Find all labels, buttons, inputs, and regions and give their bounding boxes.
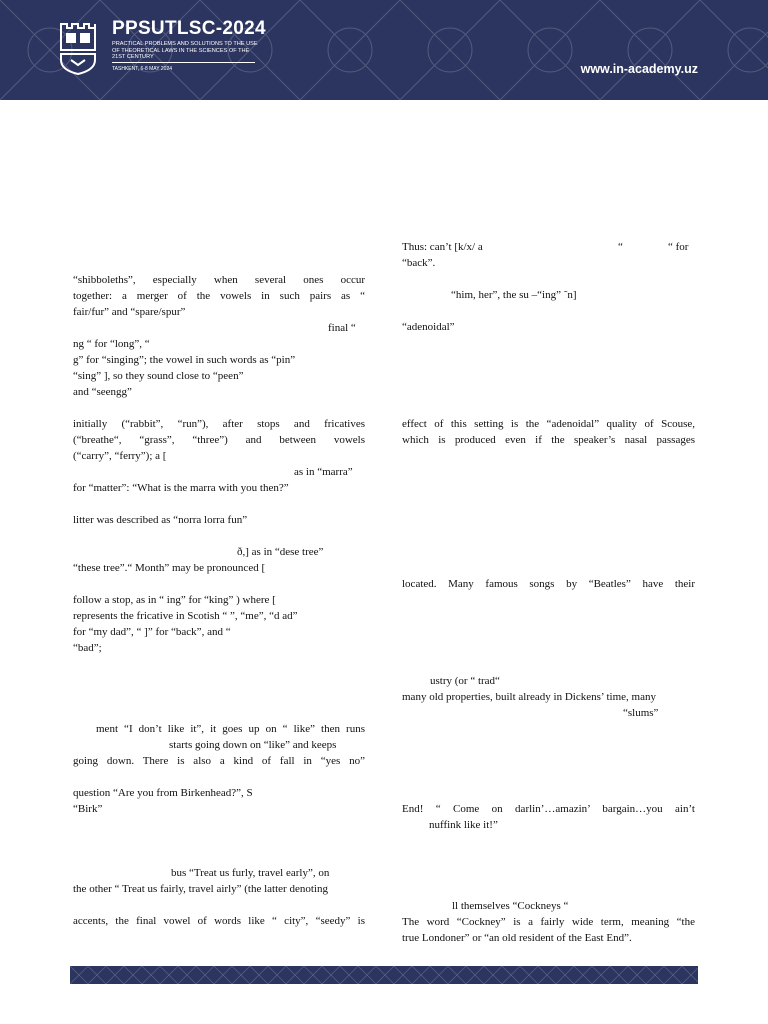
text-line: bus “Treat us furly, travel early”, on	[171, 867, 330, 879]
text-line: “these tree”.“ Month” may be pronounced [	[73, 562, 266, 574]
text-line: “back”.	[402, 257, 436, 269]
text-line: true Londoner” or “an old resident of the East End”.	[402, 932, 632, 944]
text-line: End! “ Come on darlin’…amazin’ bargain…you ain’t	[402, 803, 695, 815]
text-line: which is produced even if the speaker’s nasal passages	[402, 434, 695, 446]
footer-geometric-pattern	[70, 966, 698, 984]
text-line: many old properties, built already in Dickens’ time, many	[402, 691, 656, 703]
conference-title: PPSUTLSC-2024	[112, 18, 266, 39]
text-line: going down. There is also a kind of fall in “yes no”	[73, 755, 365, 767]
text-line: for “matter”: “What is the marra with you then?”	[73, 482, 289, 494]
text-line: represents the fricative in Scotish “ ”, “me”, “d ad”	[73, 610, 298, 622]
text-line: g” for “singing”; the vowel in such words as “pin”	[73, 354, 296, 366]
text-line: question “Are you from Birkenhead?”, S	[73, 787, 253, 799]
text-line: “Birk”	[73, 803, 103, 815]
conference-divider	[112, 62, 255, 63]
text-line: Thus: can’t [k/x/ a	[402, 241, 483, 253]
text-line: the other “ Treat us fairly, travel airly” (the latter denoting	[73, 883, 328, 895]
text-line: starts going down on “like” and keeps	[169, 739, 337, 751]
text-line: “him, her”, the su –“ing” ˜n]	[451, 289, 577, 301]
text-line: ment “I don’t like it”, it goes up on “ like” then runs	[96, 723, 365, 735]
text-line: “shibboleths”, especially when several ones occur	[73, 274, 365, 286]
castle-shield-icon	[58, 20, 98, 76]
page-header-banner	[0, 0, 768, 100]
text-line: accents, the final vowel of words like “ city”, “seedy” is	[73, 915, 365, 927]
text-line: effect of this setting is the “adenoidal” quality of Scouse,	[402, 418, 695, 430]
text-line: “slums”	[623, 707, 659, 719]
text-line: ustry (or “ trad“	[430, 675, 500, 687]
text-line: ð,] as in “dese tree”	[237, 546, 324, 558]
text-line: fair/fur” and “spare/spur”	[73, 306, 186, 318]
text-line: nuffink like it!”	[429, 819, 498, 831]
text-line: as in “marra”	[294, 466, 353, 478]
text-line: litter was described as “norra lorra fun”	[73, 514, 248, 526]
text-line: for “my dad”, “ ]” for “back”, and “	[73, 626, 231, 638]
text-line: initially (“rabbit”, “run”), after stops and fricatives	[73, 418, 365, 430]
text-line: follow a stop, as in “ ing” for “king” ) where [	[73, 594, 276, 606]
text-line: “adenoidal”	[402, 321, 455, 333]
text-line: “	[618, 241, 623, 253]
conference-subtitle: PRACTICAL PROBLEMS AND SOLUTIONS TO THE USE OF THEORETICAL LAWS IN THE SCIENCES OF THE 21ST CENTURY	[112, 41, 258, 61]
text-line: located. Many famous songs by “Beatles” have their	[402, 578, 695, 590]
text-line: “sing” ], so they sound close to “peen”	[73, 370, 244, 382]
text-line: final “	[328, 322, 356, 334]
text-line: ll themselves “Cockneys “	[452, 900, 569, 912]
page-footer-bar	[70, 966, 698, 984]
text-line: (“breathe“, “grass”, “three”) and between vowels	[73, 434, 365, 446]
text-line: The word “Cockney” is a fairly wide term, meaning “the	[402, 916, 695, 928]
text-line: and “seengg”	[73, 386, 132, 398]
text-line: ng “ for “long”, “	[73, 338, 150, 350]
text-line: together: a merger of the vowels in such pairs as “	[73, 290, 365, 302]
text-line: “bad”;	[73, 642, 102, 654]
text-line: “ for	[668, 241, 689, 253]
text-line: (“carry”, “ferry”); a [	[73, 450, 167, 462]
website-url[interactable]: www.in-academy.uz	[580, 62, 698, 76]
conference-date: TASHKENT, 6-8 MAY 2024	[112, 66, 173, 72]
